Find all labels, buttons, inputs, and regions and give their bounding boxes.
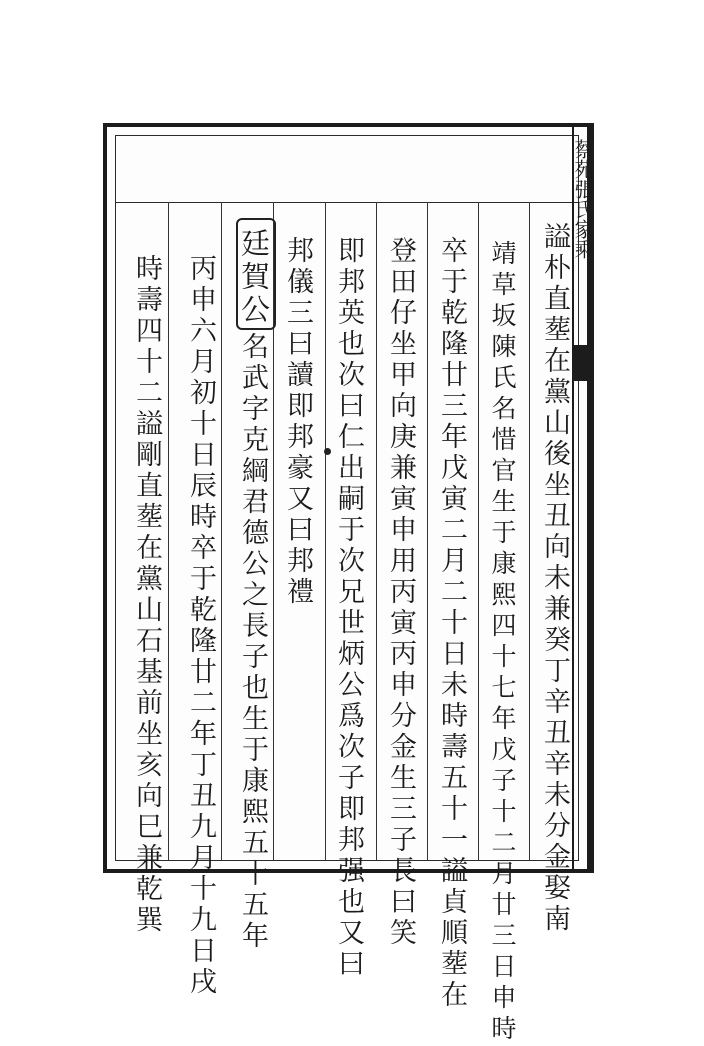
text-column-4: 登田仔坐甲向庚兼寅申用丙寅丙申分金生三子長曰笑 [385, 236, 416, 949]
column-divider [529, 202, 530, 860]
column-divider [478, 202, 479, 860]
column-divider [376, 202, 377, 860]
margin-title: 蔡苑張氏家乘 [571, 139, 595, 259]
column-divider [427, 202, 428, 860]
text-column-8: 丙申六月初十日辰時卒于乾隆廿二年丁丑九月十九日戌 [185, 254, 216, 998]
column-divider [325, 202, 326, 860]
text-column-7: 名武字克綱君德公之長子也生于康熙五十五年 [237, 332, 268, 952]
column-divider [168, 202, 169, 860]
text-column-5: 即邦英也次曰仁出嗣于次兄世炳公爲次子即邦强也又曰 [333, 236, 364, 980]
text-column-1: 謚朴直塟在黨山後坐丑向未兼癸丁辛丑辛未分金娶南 [539, 222, 570, 935]
text-column-2: 靖草坂陳氏名惜官生于康熙四十七年戊子十二月廿三日申時 [488, 240, 517, 1046]
header-band [116, 136, 578, 203]
text-column-9: 時壽四十二謚剛直塟在黨山石基前坐亥向巳兼乾巽 [131, 254, 162, 936]
text-column-3: 卒于乾隆廿三年戊寅二月二十日未時壽五十一謚貞順塟在 [436, 236, 467, 1011]
text-column-6: 邦儀三曰讀即邦豪又曰邦禮 [282, 236, 313, 608]
punctuation-dot [324, 448, 331, 455]
entry-heading: 廷賀公 [236, 218, 276, 330]
fore-edge-margin [572, 123, 594, 873]
document-page [103, 123, 591, 1046]
column-divider [221, 202, 222, 860]
fish-tail-mark [574, 345, 592, 381]
page-frame [115, 135, 579, 1046]
